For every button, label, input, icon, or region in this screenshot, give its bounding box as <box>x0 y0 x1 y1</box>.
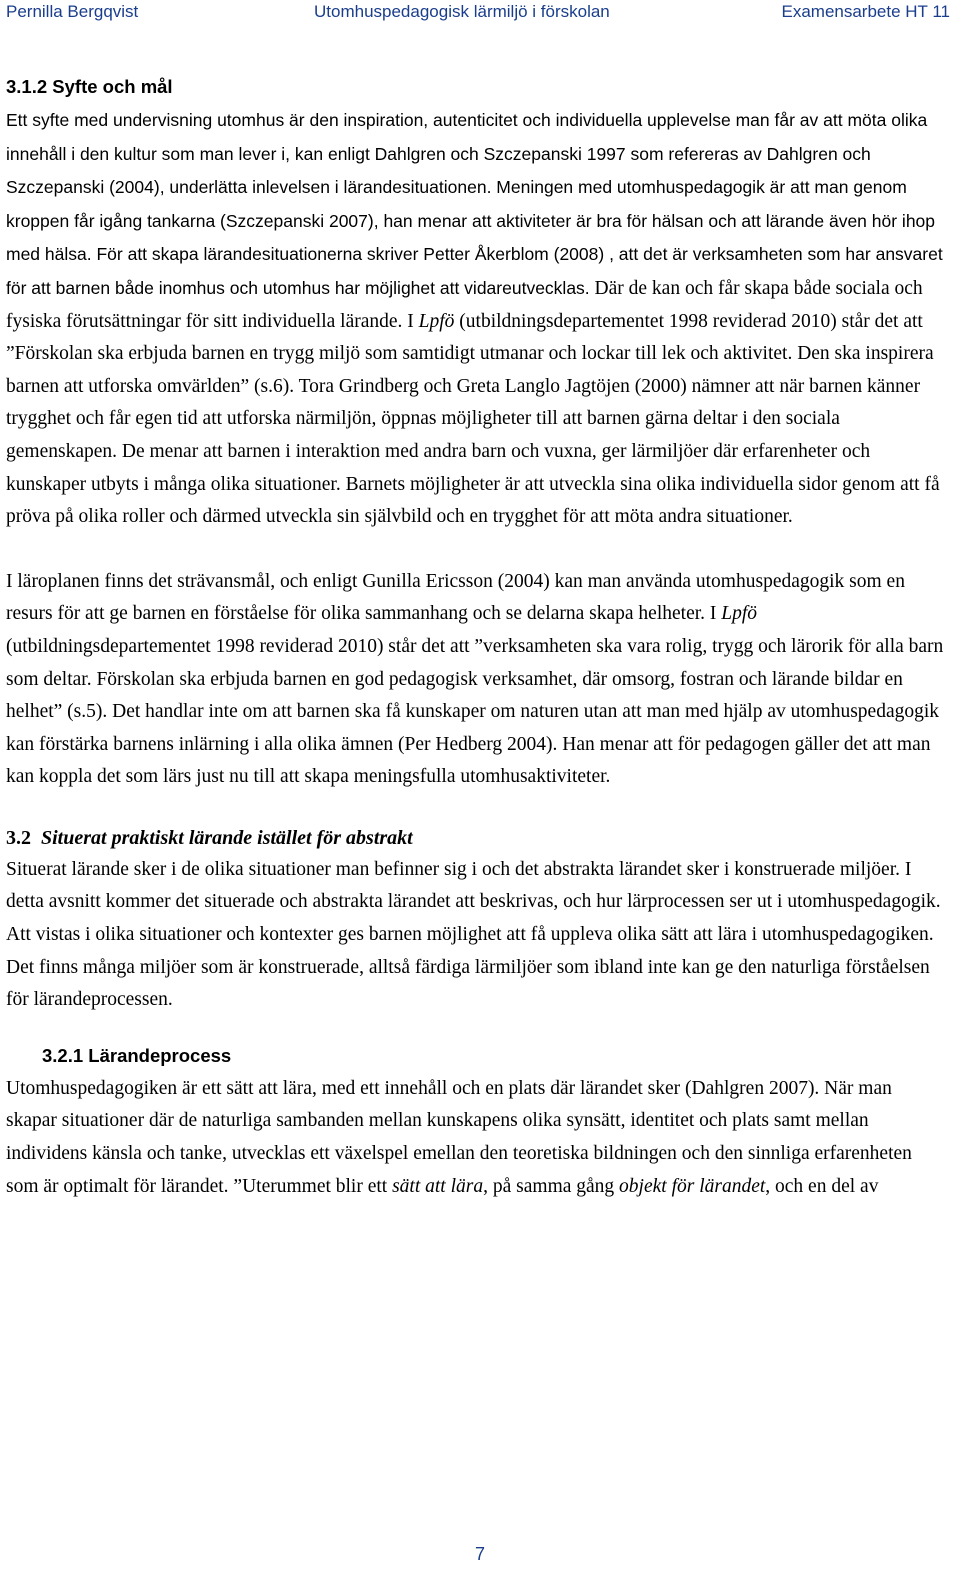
section-number-3-2: 3.2 <box>6 826 31 849</box>
page-number: 7 <box>474 1544 485 1564</box>
paragraph-syfte-1-e: (utbildningsdepartementet 1998 reviderad 2010) står det att ”Förskolan ska erbjuda barnen en trygg miljö som samtidigt utmanar och lockar till lek och aktivitet. Den ska inspirera barnen att utforska omvärlden” (s.6). Tora Grindberg och Greta Langlo Jagtöjen (2000) nämner att när barnen känner trygghet och får egen tid att utforska närmiljön, öppnas möjligheter till att barnen gärna deltar i den sociala gemenskapen. De menar att barnen i interaktion med andra barn och vuxna, ger lärmiljöer där erfarenheter och kunskaper utbyts i många olika situationer. Barnets möjligheter är att utveckla sina olika individuella sidor genom att få pröva på olika roller och därmed utveckla sin självbild och en trygghet för att möta andra situationer. <box>6 310 940 528</box>
paragraph-syfte-2-a: I läroplanen finns det strävansmål, och enligt Gunilla Ericsson (2004) kan man använda utomhuspedagogik som en resurs för att ge barnen en förståelse för olika sammanhang och se delarna skapa helheter. I <box>6 570 905 625</box>
header-course: Examensarbete HT 11 <box>781 2 950 21</box>
header-author: Pernilla Bergqvist <box>6 2 139 21</box>
paragraph-syfte-1-intro: Ett syfte med undervisning utomhus är den inspiration, autenticitet och individuella upplevelse man får av att möta olika innehåll i den kultur som man lever i, kan enligt Dahlgren och Szczepanski 1997 som refereras av Dahlgren och Szczepanski (2004), underlätta inlevelsen i lärandesituationen. <box>6 110 928 198</box>
document-body <box>6 70 944 1203</box>
lpfo-reference: Lpfö <box>721 603 758 625</box>
section-gap <box>6 794 944 822</box>
paragraph-syfte-1 <box>6 104 944 534</box>
paragraph-gap <box>6 534 944 566</box>
paragraph-larandeprocess <box>6 1073 944 1203</box>
paragraph-larandeprocess-c: , och en del av <box>765 1175 879 1197</box>
paragraph-syfte-1-b: För att skapa lärandesituationerna skriver Petter Åkerblom (2008) , att det är verksamheten som har ansvaret för att barnen både inomhus och utomhus har möjlighet att vidareutvecklas. <box>6 244 943 298</box>
paragraph-larandeprocess-b: , på samma gång <box>483 1175 620 1197</box>
section-heading-3-2-1: 3.2.1 Lärandeprocess <box>42 1044 232 1066</box>
section-heading-3-1-2: 3.1.2 Syfte och mål <box>6 76 173 97</box>
paragraph-syfte-1-a: Meningen med utomhuspedagogik är att man genom kroppen får igång tankarna (Szczepanski 2007), han menar att aktiviteter är bra för hälsan och att lärande även hör ihop med hälsa. <box>6 177 936 265</box>
emphasis-satt-att-lara: sätt att lära <box>392 1175 484 1197</box>
emphasis-objekt-for-larandet: objekt för lärandet <box>619 1175 766 1197</box>
section-heading-3-2 <box>6 822 944 854</box>
paragraph-syfte-2 <box>6 566 944 794</box>
paragraph-syfte-1-d: I <box>402 310 419 332</box>
page-header <box>6 2 950 26</box>
paragraph-situerat: Situerat lärande sker i de olika situationer man befinner sig i och det abstrakta lärandet sker i konstruerade miljöer. I detta avsnitt kommer det situerade och abstrakta lärandet att beskrivas, och hur lärprocessen ser ut i utomhuspedagogik. Att vistas i olika situationer och kontexter ges barnen möjlighet att få uppleva olika sätt att lära i utomhuspedagogiken. Det finns många miljöer som är konstruerade, alltså färdiga lärmiljöer som ibland inte kan ge den naturliga förståelsen för lärandeprocessen. <box>6 858 941 1011</box>
paragraph-larandeprocess-a: Utomhuspedagogiken är ett sätt att lära, med ett innehåll och en plats där lärandet sker (Dahlgren 2007). När man skapar situationer där de naturliga sambanden mellan kunskapens olika synsätt, identitet och plats samt mellan individens känsla och tanke, utvecklas ett växelspel emellan den teoretiska bildningen och den sinnliga erfarenheten som är optimalt för lärandet. ”Uterummet blir ett <box>6 1077 912 1197</box>
section-title-3-2: Situerat praktiskt lärande istället för abstrakt <box>41 826 413 849</box>
section-gap <box>6 1017 944 1039</box>
header-title: Utomhuspedagogisk lärmiljö i förskolan <box>314 2 610 21</box>
lpfo-reference: Lpfö <box>418 310 455 332</box>
paragraph-syfte-2-b: (utbildningsdepartementet 1998 reviderad 2010) står det att ”verksamheten ska vara rolig, trygg och lärorik för alla barn som deltar. Förskolan ska erbjuda barnen en god pedagogisk verksamhet, där omsorg, fostran och lärande bildar en helhet” (s.5). Det handlar inte om att barnen ska få kunskaper om naturen utan att man med hjälp av utomhuspedagogik kan förstärka barnens inlärning i alla olika ämnen (Per Hedberg 2004). Han menar att för pedagogen gäller det att man kan koppla det som lärs just nu till att skapa meningsfulla utomhusaktiviteter. <box>6 635 944 788</box>
paragraph-syfte-1-c: Där de kan och får skapa både sociala och fysiska förutsättningar för sitt individuella lärande. <box>6 277 923 332</box>
